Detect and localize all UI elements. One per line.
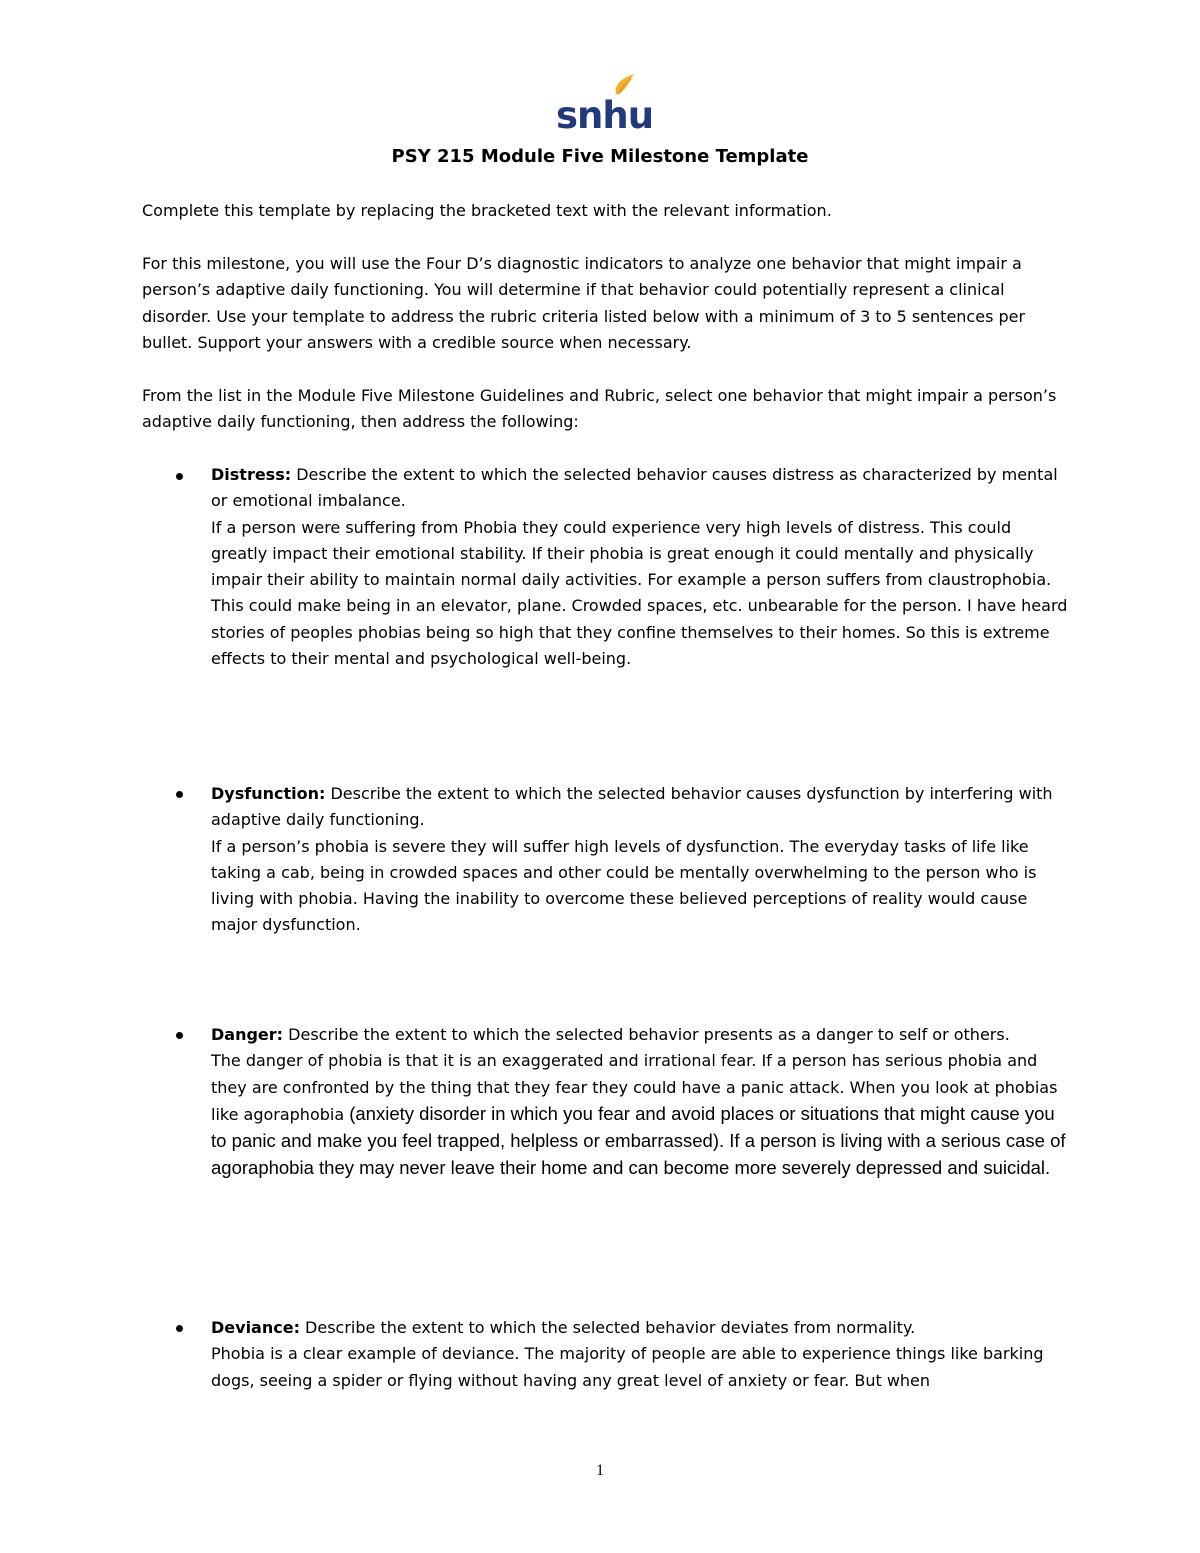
bullet-icon bbox=[176, 1325, 183, 1332]
distress-label: Distress: bbox=[211, 465, 292, 484]
deviance-prompt bbox=[211, 1315, 1071, 1341]
danger-answer-quote: (anxiety disorder in which you fear and avoid places or situations that might cause you to panic and make you feel trapped, helpless or embarrassed). If a person is living with a serious case of agoraphobia they may never leave their home and can become more severely depressed and suicidal. bbox=[211, 1102, 1066, 1179]
deviance-answer: Phobia is a clear example of deviance. The majority of people are able to experience things like barking dogs, seeing a spider or flying without having any great level of anxiety or fear. But when bbox=[211, 1344, 1044, 1390]
danger-prompt bbox=[211, 1022, 1071, 1048]
document-title: PSY 215 Module Five Milestone Template bbox=[391, 146, 809, 167]
distress-prompt-text: Describe the extent to which the selected behavior causes distress as characterized by mental or emotional imbalance. bbox=[211, 465, 1058, 511]
bullet-deviance bbox=[211, 1315, 1071, 1394]
danger-answer-text: The danger of phobia is that it is an exaggerated and irrational fear. If a person has serious phobia and they are confronted by the thing that they fear they could have a panic attack. When you look at phobias like agoraphobia bbox=[211, 1051, 1058, 1124]
dysfunction-prompt-text: Describe the extent to which the selected behavior causes dysfunction by interfering with adaptive daily functioning. bbox=[211, 784, 1053, 830]
bullet-dysfunction bbox=[211, 781, 1071, 939]
dysfunction-prompt bbox=[211, 781, 1071, 834]
page-number: 1 bbox=[596, 1462, 604, 1479]
milestone-paragraph: For this milestone, you will use the Four D’s diagnostic indicators to analyze one behavior that might impair a person’s adaptive daily functioning. You will determine if that behavior could potentially represent a clinical disorder. Use your template to address the rubric criteria listed below with a minimum of 3 to 5 sentences per bullet. Support your answers with a credible source when necessary. bbox=[142, 254, 1026, 352]
bullet-icon bbox=[176, 473, 183, 480]
intro-paragraph: Complete this template by replacing the bracketed text with the relevant information. bbox=[142, 201, 832, 220]
bullet-icon bbox=[176, 1032, 183, 1039]
bullet-icon bbox=[176, 791, 183, 798]
bullet-distress bbox=[211, 462, 1071, 672]
dysfunction-answer: If a person’s phobia is severe they will suffer high levels of dysfunction. The everyday tasks of life like taking a cab, being in crowded spaces and other could be mentally overwhelming to the person who is living with phobia. Having the inability to overcome these believed perceptions of reality would cause major dysfunction. bbox=[211, 836, 1037, 935]
logo-text: snhu bbox=[556, 94, 654, 137]
distress-prompt bbox=[211, 462, 1071, 515]
deviance-label: Deviance: bbox=[211, 1318, 300, 1337]
dysfunction-label: Dysfunction: bbox=[211, 784, 326, 803]
danger-answer bbox=[211, 1048, 1071, 1182]
danger-prompt-text: Describe the extent to which the selected behavior presents as a danger to self or others. bbox=[283, 1025, 1010, 1044]
danger-label: Danger: bbox=[211, 1025, 284, 1044]
distress-answer: If a person were suffering from Phobia they could experience very high levels of distress. This could greatly impact their emotional stability. If their phobia is great enough it could mentally and physically impair their ability to maintain normal daily activities. For example a person suffers from claustrophobia. This could make being in an elevator, plane. Crowded spaces, etc. unbearable for the person. I have heard stories of peoples phobias being so high that they confine themselves to their homes. So this is extreme effects to their mental and psychological well-being. bbox=[211, 517, 1068, 669]
snhu-logo bbox=[556, 72, 654, 137]
select-behavior-paragraph: From the list in the Module Five Milestone Guidelines and Rubric, select one behavior that might impair a person’s adaptive daily functioning, then address the following: bbox=[142, 386, 1057, 432]
bullet-danger bbox=[211, 1022, 1071, 1183]
deviance-prompt-text: Describe the extent to which the selected behavior deviates from normality. bbox=[299, 1318, 916, 1337]
